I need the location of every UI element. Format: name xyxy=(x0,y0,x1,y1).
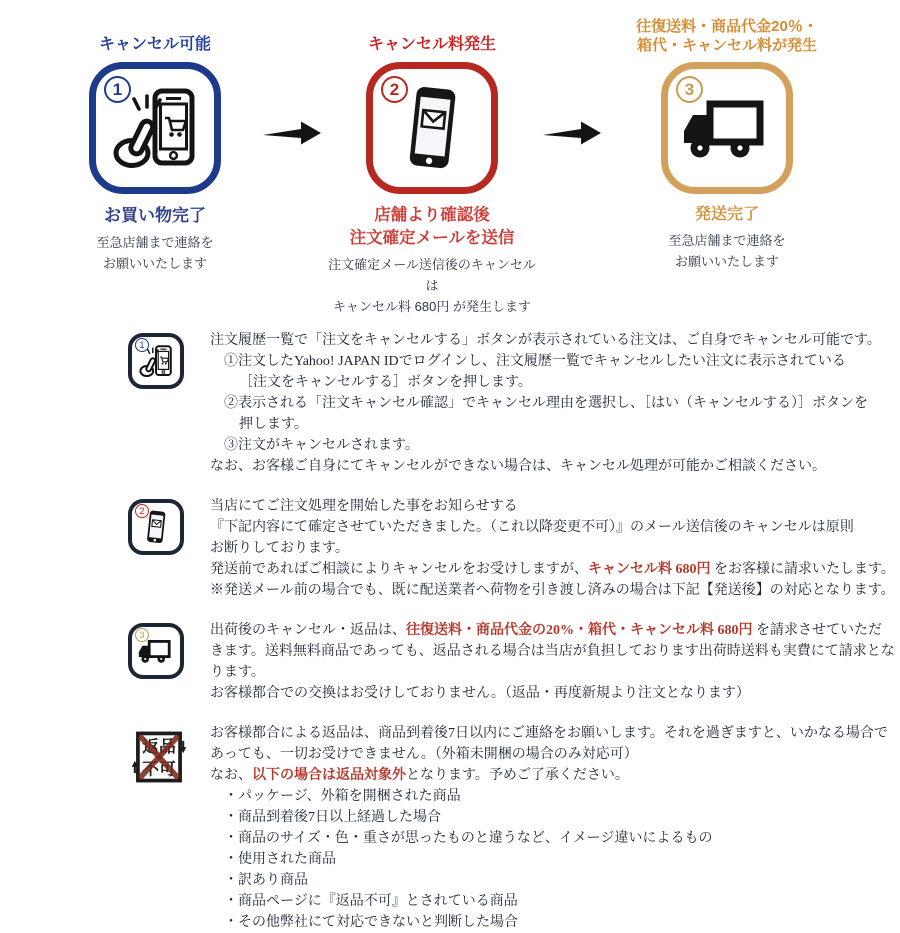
text-line xyxy=(210,765,890,786)
section-text xyxy=(210,496,895,601)
flow-arrow-icon xyxy=(261,118,323,153)
section-text xyxy=(210,723,890,933)
body-text: ・商品ページに『返品不可』とされている商品 xyxy=(224,893,518,909)
mail-phone-icon-small xyxy=(128,499,184,555)
body-text: 押します。 xyxy=(239,416,308,432)
policy-section-return-conditions xyxy=(128,723,890,933)
body-text: ・訳あり商品 xyxy=(224,872,308,888)
body-text: ります。 xyxy=(210,664,265,680)
text-line xyxy=(210,496,895,517)
body-text: 注文履歴一覧で「注文をキャンセルする」ボタンが表示されている注文は、ご自身でキャンセル可能です。 xyxy=(210,332,881,348)
body-text: ・商品のサイズ・色・重さが思ったものと違うなど、イメージ違いによるもの xyxy=(224,830,713,846)
body-text: なお、 xyxy=(210,767,252,783)
step2-badge: キャンセル料発生 xyxy=(367,35,496,53)
step1-number: 1 xyxy=(104,76,131,103)
body-text: をお客様に請求いたします。 xyxy=(710,561,895,577)
body-text: を請求させていただ xyxy=(752,622,882,638)
cancellation-flow-diagram xyxy=(0,0,900,318)
text-line xyxy=(210,620,895,641)
step3-number: 3 xyxy=(676,76,703,103)
step2-title: 店舗より確認後 注文確定メールを送信 xyxy=(349,206,515,248)
flow-step-confirmation-mail xyxy=(323,13,541,318)
body-text: お断りしております。 xyxy=(210,540,349,556)
step3-number-small: 3 xyxy=(135,628,149,642)
step3-badge: 往復送料・商品代金20％・ 箱代・キャンセル料が発生 xyxy=(636,17,818,54)
text-line xyxy=(210,456,890,477)
text-line xyxy=(210,435,890,456)
text-line xyxy=(210,372,890,393)
text-line xyxy=(210,786,890,807)
highlight-text: 以下の場合は返品対象外 xyxy=(252,767,406,783)
highlight-text: キャンセル料 680円 xyxy=(588,561,711,577)
stamp-text-bottom: 不可 xyxy=(142,758,176,778)
section-text xyxy=(210,620,895,704)
text-line xyxy=(210,393,890,414)
text-line xyxy=(210,559,895,580)
body-text: ・商品到着後7日以上経過した場合 xyxy=(224,809,441,825)
highlight-text: 往復送料・商品代金の20%・箱代・キャンセル料 680円 xyxy=(406,622,753,638)
text-line xyxy=(210,641,895,662)
text-line xyxy=(210,828,890,849)
step2-card xyxy=(366,62,498,194)
body-text: ※発送メール前の場合でも、既に配送業者へ荷物を引き渡し済みの場合は下記【発送後】の対応となります。 xyxy=(210,582,895,598)
flow-step-shipped xyxy=(603,13,851,273)
flow-arrow-icon xyxy=(541,118,603,153)
step1-card xyxy=(89,62,221,194)
text-line xyxy=(210,849,890,870)
body-text: お客様都合による返品は、商品到着後7日以内にご連絡をお願いします。それを過ぎますと、いかなる場合で xyxy=(210,725,888,741)
body-text: ・その他弊社にて対応できないと判断した場合 xyxy=(224,914,518,930)
step2-note: 注文確定メール送信後のキャンセルは キャンセル料 680円 が発生します xyxy=(328,257,536,314)
body-text: あっても、一切お受けできません。（外箱未開梱の場合のみ対応可） xyxy=(210,746,638,762)
policy-sections xyxy=(0,318,900,933)
body-text: 『下記内容にて確定させていただきました。（これ以降変更不可）』のメール送信後のキャンセルは原則 xyxy=(210,519,854,535)
step3-note: 至急店舗まで連絡を お願いいたします xyxy=(668,233,786,270)
text-line xyxy=(210,580,895,601)
step1-number-small: 1 xyxy=(135,338,149,352)
text-line xyxy=(210,538,895,559)
policy-section-after-confirmation xyxy=(128,496,895,601)
text-line xyxy=(210,330,890,351)
body-text: なお、お客様ご自身にてキャンセルができない場合は、キャンセル処理が可能かご相談ください。 xyxy=(210,458,826,474)
step1-badge: キャンセル可能 xyxy=(98,35,211,53)
body-text: となります。予めご了承ください。 xyxy=(406,767,629,783)
step2-number: 2 xyxy=(381,76,408,103)
text-line xyxy=(210,683,895,704)
body-text: ［注文をキャンセルする］ボタンを押します。 xyxy=(239,374,532,390)
step1-title: お買い物完了 xyxy=(104,206,206,225)
section-icon-area xyxy=(128,496,196,601)
body-text: ①注文したYahoo! JAPAN IDでログインし、注文履歴一覧でキャンセルしたい注文に表示されている xyxy=(224,353,846,369)
step2-number-small: 2 xyxy=(135,504,149,518)
text-line xyxy=(210,870,890,891)
no-return-stamp-icon xyxy=(128,726,190,788)
text-line xyxy=(210,351,890,372)
section-text xyxy=(210,330,890,477)
step3-card xyxy=(661,62,793,194)
body-text: ③注文がキャンセルされます。 xyxy=(224,437,419,453)
stamp-text-top: 返品 xyxy=(142,736,176,756)
body-text: 当店にてご注文処理を開始した事をお知らせする xyxy=(210,498,518,514)
body-text: きます。送料無料商品であっても、返品される場合は当店が負担しております出荷時送料も実費にて請求とな xyxy=(210,643,895,659)
text-line xyxy=(210,891,890,912)
body-text: ・使用された商品 xyxy=(224,851,336,867)
section-icon-area xyxy=(128,723,196,933)
section-icon-area xyxy=(128,620,196,704)
flow-step-order-complete xyxy=(49,13,261,274)
text-line xyxy=(210,744,890,765)
body-text: ②表示される「注文キャンセル確認」でキャンセル理由を選択し、［はい（キャンセルする）］ボタンを xyxy=(224,395,868,411)
badge-area xyxy=(636,13,818,55)
tap-phone-icon-small xyxy=(128,333,184,389)
section-icon-area xyxy=(128,330,196,477)
text-line xyxy=(210,723,890,744)
policy-section-self-cancel xyxy=(128,330,890,477)
step3-title: 発送完了 xyxy=(694,206,759,223)
body-text: お客様都合での交換はお受けしておりません。（返品・再度新規より注文となります） xyxy=(210,685,750,701)
step1-note: 至急店舗まで連絡を お願いいたします xyxy=(96,234,214,271)
text-line xyxy=(210,662,895,683)
text-line xyxy=(210,517,895,538)
policy-section-after-shipping xyxy=(128,620,895,704)
text-line xyxy=(210,807,890,828)
body-text: ・パッケージ、外箱を開梱された商品 xyxy=(224,788,461,804)
text-line xyxy=(210,912,890,933)
body-text: 出荷後のキャンセル・返品は、 xyxy=(210,622,406,638)
body-text: 発送前であればご相談によりキャンセルをお受けしますが、 xyxy=(210,561,588,577)
badge-area xyxy=(368,13,496,55)
truck-icon-small xyxy=(128,623,184,679)
badge-area xyxy=(99,13,211,55)
text-line xyxy=(210,414,890,435)
